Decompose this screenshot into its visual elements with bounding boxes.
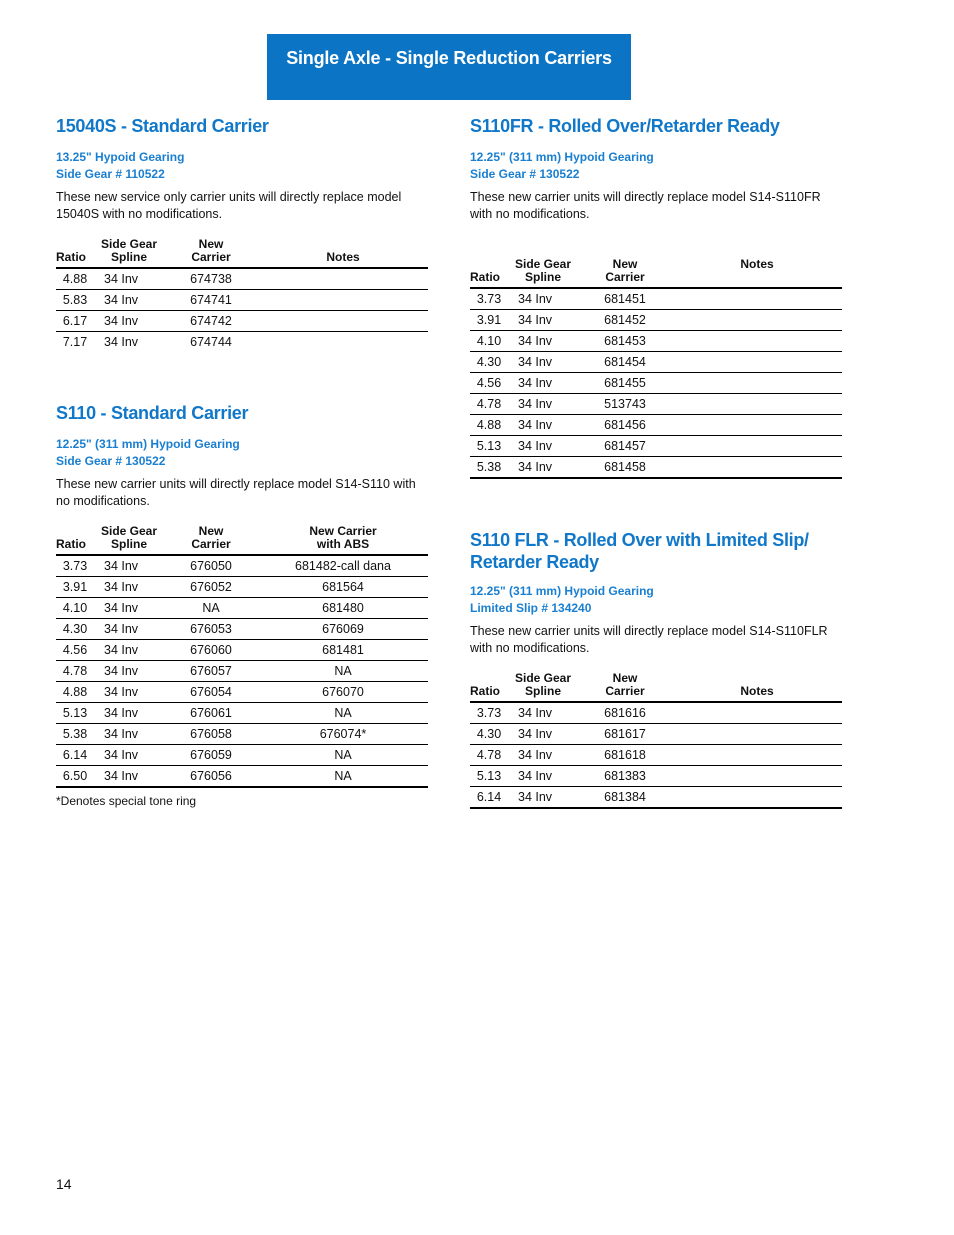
col-new-carrier-abs: New Carrier with ABS	[258, 525, 428, 555]
spline-cell: 34 Inv	[94, 745, 164, 766]
col-ratio: Ratio	[470, 258, 508, 288]
notes-cell	[672, 787, 842, 809]
page-number: 14	[56, 1176, 72, 1192]
section-description: These new carrier units will directly replace model S14-S110 with no modifications.	[56, 477, 416, 508]
notes-cell	[672, 352, 842, 373]
col-ratio: Ratio	[470, 672, 508, 702]
table-row	[56, 268, 428, 290]
notes-cell	[672, 310, 842, 331]
ratio-cell: 6.14	[56, 745, 94, 766]
carrier-cell: 676050	[164, 555, 258, 577]
spline-cell: 34 Inv	[508, 766, 578, 787]
carrier-cell: 674744	[190, 335, 232, 349]
table-row	[470, 373, 842, 394]
col-ratio: Ratio	[56, 238, 94, 268]
ratio-cell: 4.88	[470, 415, 508, 436]
spline-cell: 34 Inv	[94, 619, 164, 640]
ratio-cell: 3.91	[470, 310, 508, 331]
carrier-cell: 674742	[164, 311, 258, 332]
table-row	[56, 311, 428, 332]
spline-cell: 34 Inv	[508, 457, 578, 479]
ratio-cell: 5.13	[56, 703, 94, 724]
col-side-gear-spline: Side Gear Spline	[94, 238, 164, 268]
notes-cell	[258, 332, 428, 353]
ratio-cell: 4.30	[470, 724, 508, 745]
banner-title: Single Axle - Single Reduction Carriers	[286, 48, 612, 68]
ratio-cell: 4.30	[56, 619, 94, 640]
ratio-cell: 5.38	[470, 457, 508, 479]
spline-cell: 34 Inv	[94, 577, 164, 598]
spline-cell: 34 Inv	[508, 787, 578, 809]
notes-cell	[258, 290, 428, 311]
carrier-cell: NA	[164, 598, 258, 619]
ratio-cell: 4.88	[56, 682, 94, 703]
table-row	[470, 787, 842, 809]
ratio-cell: 6.14	[470, 787, 508, 809]
part-number: Side Gear # 130522	[470, 167, 580, 181]
table-row	[56, 619, 428, 640]
spline-cell: 34 Inv	[94, 311, 164, 332]
carrier-cell: 681456	[578, 415, 672, 436]
table-row	[56, 640, 428, 661]
carrier-cell: 681455	[578, 373, 672, 394]
ratio-cell: 4.56	[56, 640, 94, 661]
col-notes: Notes	[258, 238, 428, 268]
section-title: S110 - Standard Carrier	[56, 403, 249, 423]
spline-cell: 34 Inv	[508, 288, 578, 310]
col-ratio: Ratio	[56, 525, 94, 555]
notes-cell	[672, 394, 842, 415]
table-row	[56, 290, 428, 311]
notes-cell	[672, 288, 842, 310]
part-number: Limited Slip # 134240	[470, 601, 592, 615]
notes-cell	[672, 436, 842, 457]
section-banner	[267, 34, 631, 100]
col-side-gear-spline: Side Gear Spline	[508, 258, 578, 288]
table-row	[470, 288, 842, 310]
section-title: S110FR - Rolled Over/Retarder Ready	[470, 116, 780, 136]
section-title: S110 FLR - Rolled Over with Limited Slip/ Retarder Ready	[470, 530, 809, 572]
ratio-cell: 3.73	[470, 702, 508, 724]
spline-cell: 34 Inv	[508, 373, 578, 394]
notes-cell	[672, 724, 842, 745]
carrier-cell: 676053	[164, 619, 258, 640]
spline-cell: 34 Inv	[94, 661, 164, 682]
carrier-cell: 676057	[164, 661, 258, 682]
notes-cell	[672, 457, 842, 479]
table-row	[56, 555, 428, 577]
gearing-label: 12.25" (311 mm) Hypoid Gearing	[470, 150, 654, 164]
carrier-table	[470, 258, 842, 479]
col-new-carrier: New Carrier	[164, 238, 258, 268]
table-row	[56, 332, 428, 353]
ratio-cell: 4.88	[56, 268, 94, 290]
ratio-cell: 4.10	[470, 331, 508, 352]
table-row	[56, 682, 428, 703]
table-row	[56, 724, 428, 745]
ratio-cell: 7.17	[62, 335, 88, 349]
spline-cell: 34 Inv	[508, 394, 578, 415]
notes-cell: 676069	[258, 619, 428, 640]
table-row	[470, 331, 842, 352]
notes-cell	[258, 268, 428, 290]
carrier-cell: 681452	[578, 310, 672, 331]
ratio-cell: 5.13	[470, 766, 508, 787]
ratio-cell: 5.13	[470, 436, 508, 457]
carrier-cell: 676059	[164, 745, 258, 766]
notes-cell: 681564	[258, 577, 428, 598]
table-row	[56, 577, 428, 598]
table-row	[470, 436, 842, 457]
spline-cell: 34 Inv	[508, 745, 578, 766]
carrier-cell: 681384	[578, 787, 672, 809]
carrier-cell: 676061	[164, 703, 258, 724]
spline-cell: 34 Inv	[94, 766, 164, 788]
carrier-cell: 681616	[578, 702, 672, 724]
notes-cell: NA	[258, 661, 428, 682]
ratio-cell: 4.78	[56, 661, 94, 682]
notes-cell	[672, 331, 842, 352]
table-row	[470, 457, 842, 479]
spline-cell: 34 Inv	[508, 415, 578, 436]
footnote: *Denotes special tone ring	[56, 794, 197, 808]
table-row	[470, 766, 842, 787]
carrier-cell: 676054	[164, 682, 258, 703]
spline-cell: 34 Inv	[508, 724, 578, 745]
ratio-cell: 3.91	[56, 577, 94, 598]
carrier-cell: 681451	[578, 288, 672, 310]
ratio-cell: 5.83	[56, 290, 94, 311]
carrier-cell: 676052	[164, 577, 258, 598]
col-notes: Notes	[672, 258, 842, 288]
carrier-cell: 681454	[578, 352, 672, 373]
ratio-cell: 6.50	[56, 766, 94, 788]
gearing-label: 13.25" Hypoid Gearing	[56, 150, 185, 164]
carrier-cell: 513743	[578, 394, 672, 415]
spline-cell: 34 Inv	[508, 702, 578, 724]
section-description: These new service only carrier units will directly replace model 15040S with no modifications.	[56, 190, 402, 221]
gearing-label: 12.25" (311 mm) Hypoid Gearing	[56, 437, 240, 451]
notes-cell	[672, 373, 842, 394]
table-row	[56, 598, 428, 619]
carrier-cell: 676060	[164, 640, 258, 661]
ratio-cell: 4.30	[470, 352, 508, 373]
carrier-cell: 681458	[578, 457, 672, 479]
spline-cell: 34 Inv	[94, 598, 164, 619]
section-description: These new carrier units will directly replace model S14-S110FLR with no modifications.	[470, 624, 828, 655]
section-s110flr	[470, 529, 842, 809]
carrier-table	[470, 672, 842, 809]
carrier-table	[56, 525, 428, 788]
section-title: 15040S - Standard Carrier	[56, 116, 269, 136]
section-15040s	[56, 115, 428, 352]
ratio-cell: 3.73	[56, 555, 94, 577]
carrier-cell: 681457	[578, 436, 672, 457]
col-side-gear-spline: Side Gear Spline	[94, 525, 164, 555]
table-row	[470, 702, 842, 724]
table-row	[470, 310, 842, 331]
ratio-cell: 5.38	[56, 724, 94, 745]
table-row	[56, 766, 428, 788]
carrier-cell: 674741	[164, 290, 258, 311]
notes-cell	[672, 766, 842, 787]
part-number: Side Gear # 110522	[56, 167, 165, 181]
spline-cell: 34 Inv	[94, 724, 164, 745]
table-row	[470, 415, 842, 436]
notes-cell	[672, 745, 842, 766]
ratio-cell: 6.17	[56, 311, 94, 332]
gearing-label: 12.25" (311 mm) Hypoid Gearing	[470, 584, 654, 598]
ratio-cell: 4.78	[470, 745, 508, 766]
section-s110fr	[470, 115, 842, 479]
col-new-carrier: New Carrier	[578, 672, 672, 702]
notes-cell: 681481	[258, 640, 428, 661]
spline-cell: 34 Inv	[508, 352, 578, 373]
spline-cell: 34 Inv	[94, 268, 164, 290]
col-side-gear-spline: Side Gear Spline	[508, 672, 578, 702]
carrier-cell: 681453	[578, 331, 672, 352]
table-row	[470, 352, 842, 373]
table-row	[470, 724, 842, 745]
notes-cell: 681480	[258, 598, 428, 619]
table-row	[470, 394, 842, 415]
part-number: Side Gear # 130522	[56, 454, 166, 468]
carrier-cell: 674738	[164, 268, 258, 290]
carrier-table	[56, 238, 428, 352]
carrier-cell: 676056	[164, 766, 258, 788]
carrier-cell: 676058	[164, 724, 258, 745]
spline-cell: 34 Inv	[94, 290, 164, 311]
notes-cell: NA	[258, 703, 428, 724]
table-row	[56, 703, 428, 724]
ratio-cell: 4.10	[56, 598, 94, 619]
spline-cell: 34 Inv	[94, 703, 164, 724]
col-new-carrier: New Carrier	[164, 525, 258, 555]
notes-cell	[672, 415, 842, 436]
spline-cell: 34 Inv	[94, 640, 164, 661]
spline-cell: 34 Inv	[104, 335, 139, 349]
table-row	[56, 661, 428, 682]
ratio-cell: 4.56	[470, 373, 508, 394]
notes-cell: 676070	[258, 682, 428, 703]
ratio-cell: 3.73	[470, 288, 508, 310]
section-s110	[56, 402, 428, 808]
col-notes: Notes	[672, 672, 842, 702]
table-row	[470, 745, 842, 766]
spline-cell: 34 Inv	[508, 436, 578, 457]
notes-cell: NA	[258, 766, 428, 788]
spline-cell: 34 Inv	[508, 331, 578, 352]
notes-cell	[672, 702, 842, 724]
ratio-cell: 4.78	[470, 394, 508, 415]
carrier-cell: 681618	[578, 745, 672, 766]
table-row	[56, 745, 428, 766]
carrier-cell: 681617	[578, 724, 672, 745]
spline-cell: 34 Inv	[94, 555, 164, 577]
carrier-cell: 681383	[578, 766, 672, 787]
notes-cell	[258, 311, 428, 332]
spline-cell: 34 Inv	[94, 682, 164, 703]
section-description: These new carrier units will directly replace model S14-S110FR with no modifications.	[470, 190, 821, 221]
spline-cell: 34 Inv	[508, 310, 578, 331]
notes-cell: 676074*	[258, 724, 428, 745]
col-new-carrier: New Carrier	[578, 258, 672, 288]
notes-cell: 681482-call dana	[258, 555, 428, 577]
notes-cell: NA	[258, 745, 428, 766]
